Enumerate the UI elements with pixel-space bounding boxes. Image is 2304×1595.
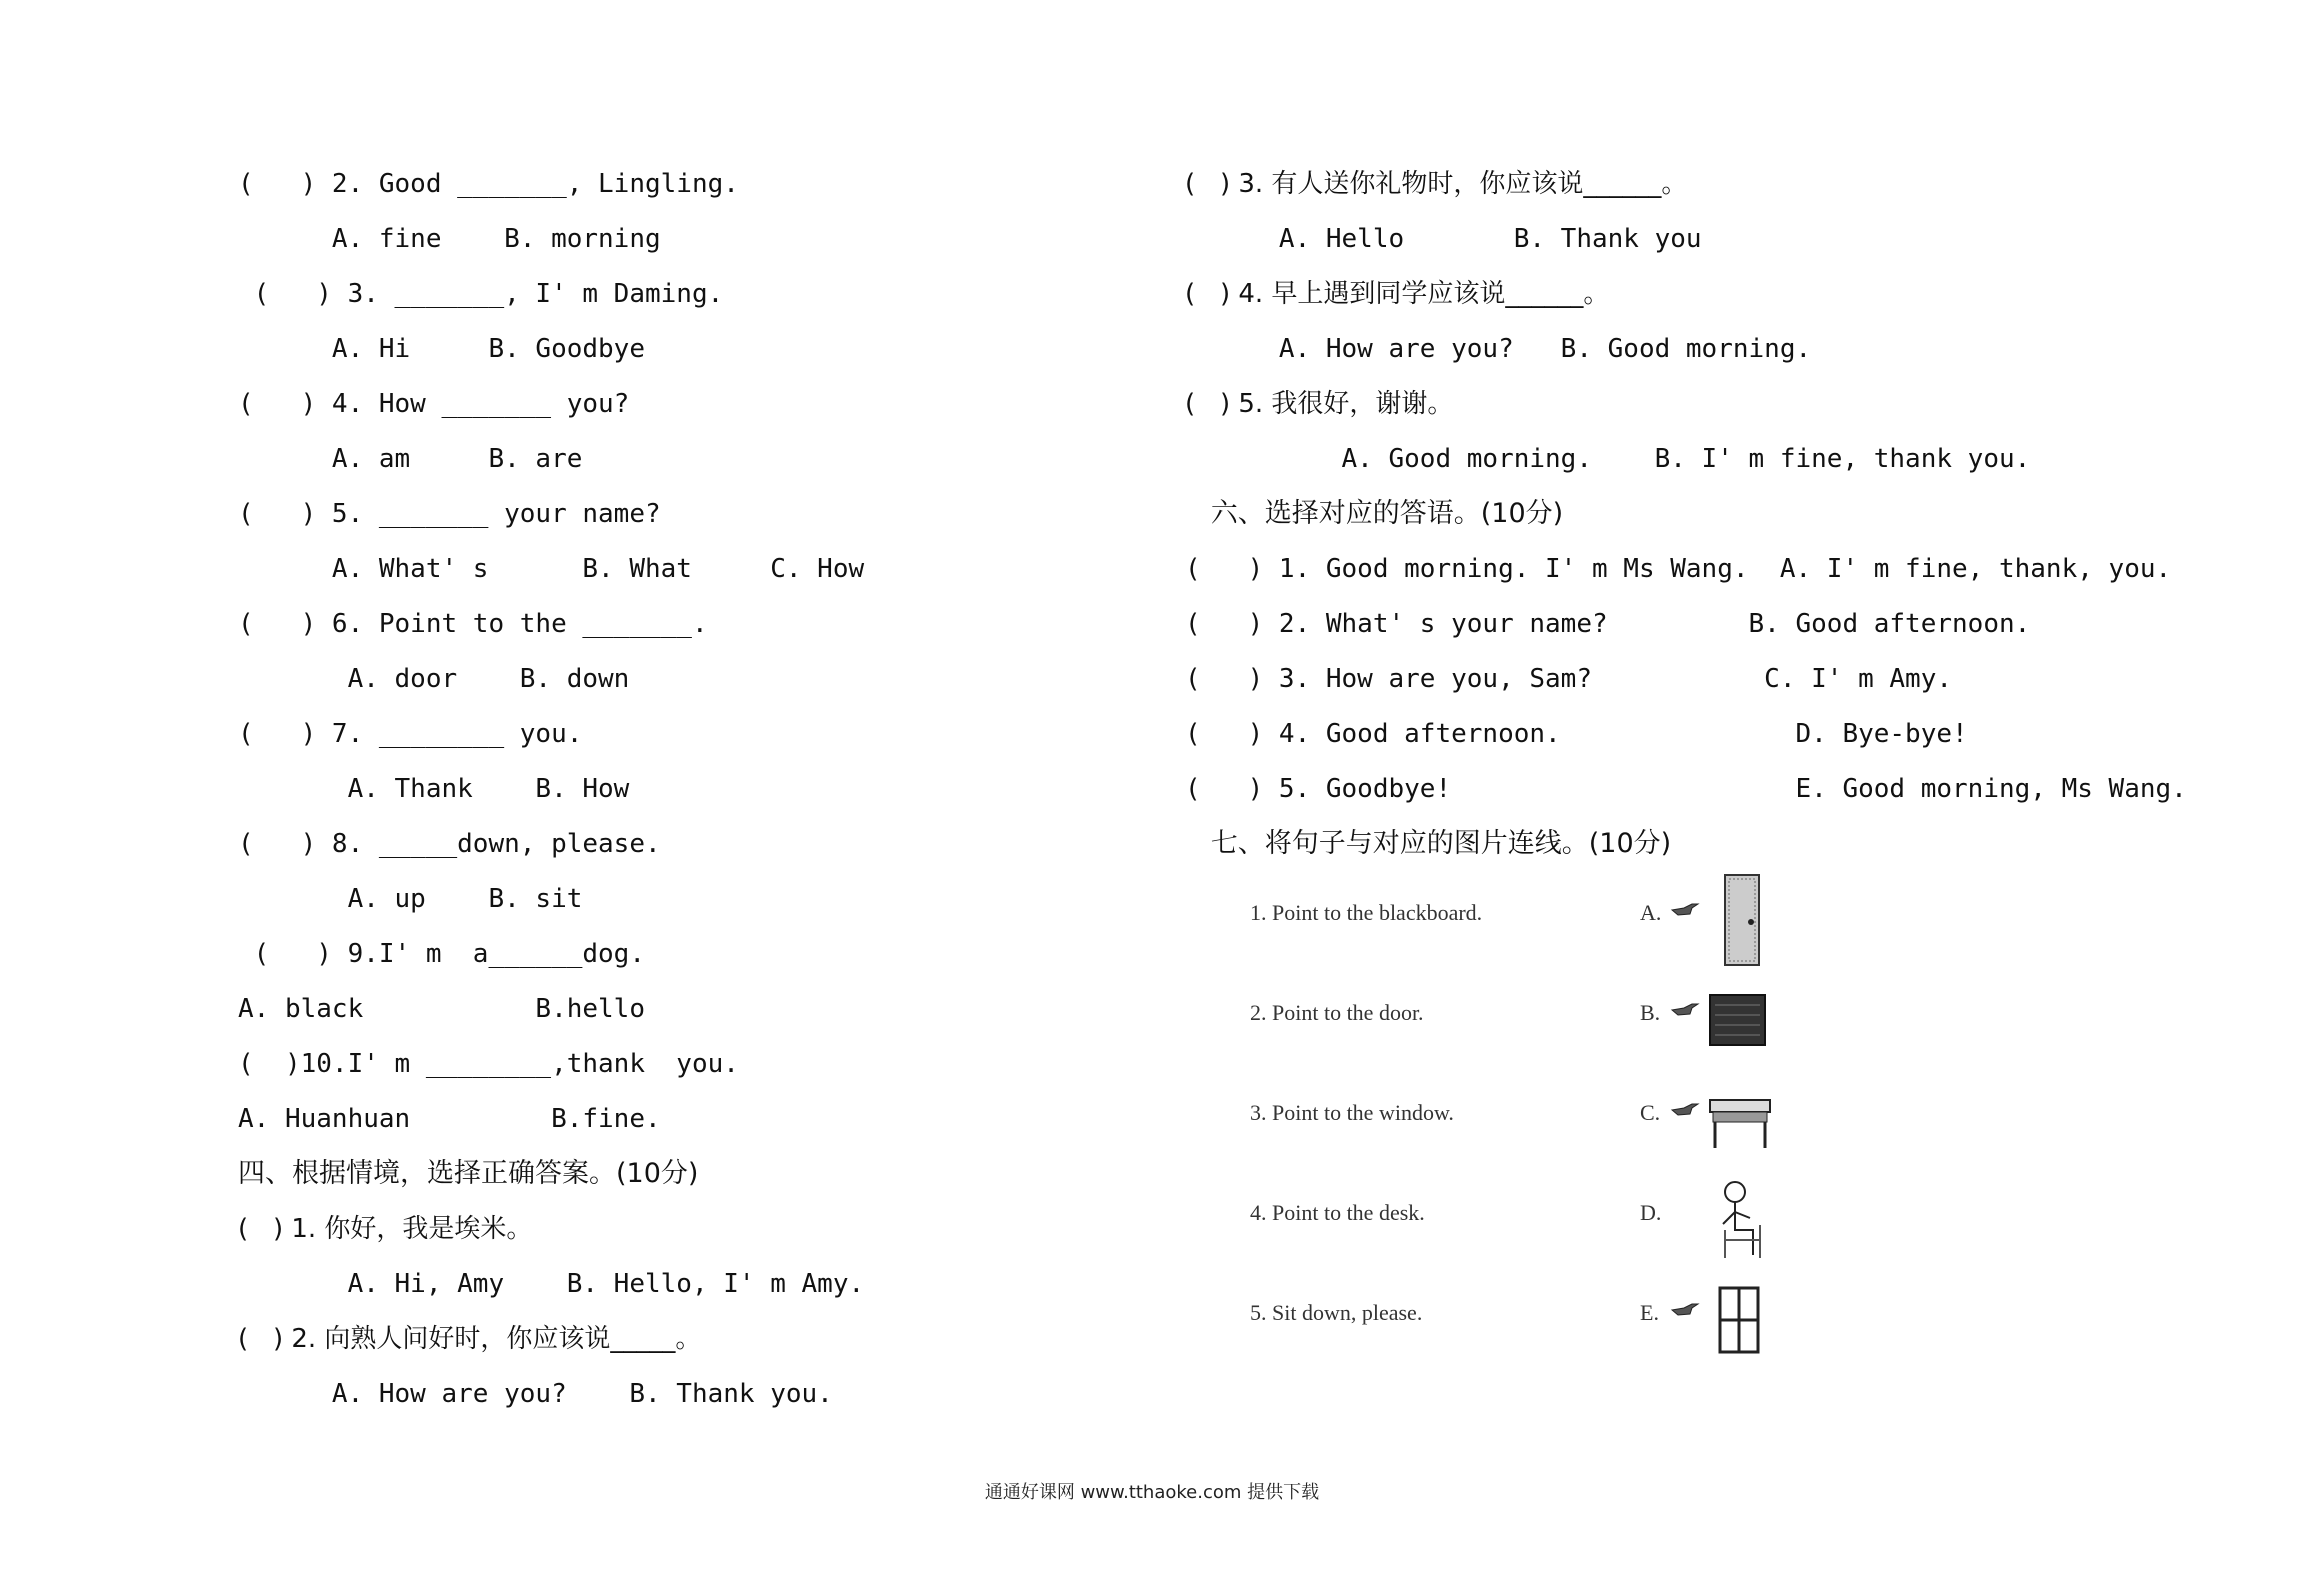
matching-row	[1180, 870, 1880, 970]
pointing-hand-icon	[1670, 898, 1700, 918]
section-title-6: 六、选择对应的答语。(10分)	[1185, 498, 1564, 529]
match-answer-line: ( ) 5. Goodbye! E. Good morning, Ms Wang.	[1185, 774, 2187, 804]
options-line: A. fine B. morning	[238, 224, 661, 254]
options-line: A. door B. down	[238, 664, 630, 694]
options-line: A. am B. are	[238, 444, 583, 474]
question-line: ( ) 4. 早上遇到同学应该说______。	[1185, 279, 1610, 309]
question-line: ( ) 4. How _______ you?	[238, 389, 630, 419]
match-answer-line: ( ) 3. How are you, Sam? C. I' m Amy.	[1185, 664, 1953, 694]
matching-letter: B.	[1640, 1000, 1661, 1025]
matching-sentence: 1. Point to the blackboard.	[1250, 900, 1483, 925]
right-column	[1185, 162, 2187, 877]
pointing-hand-icon	[1670, 1098, 1700, 1118]
options-line: A. Thank B. How	[238, 774, 630, 804]
matching-sentence: 5. Sit down, please.	[1250, 1300, 1423, 1325]
match-answer-line: ( ) 2. What' s your name? B. Good afternoon.	[1185, 609, 2031, 639]
options-line: A. How are you? B. Good morning.	[1185, 334, 1812, 364]
options-line: A. Hi, Amy B. Hello, I' m Amy.	[238, 1269, 865, 1299]
question-line: ( ) 5. _______ your name?	[238, 499, 661, 529]
matching-letter: A.	[1640, 900, 1662, 925]
matching-row	[1180, 1270, 1880, 1370]
options-line: A. Huanhuan B.fine.	[238, 1104, 661, 1134]
options-line: A. black B.hello	[238, 994, 645, 1024]
question-line: ( ) 6. Point to the _______.	[238, 609, 708, 639]
question-line: ( ) 7. ________ you.	[238, 719, 583, 749]
match-answer-line: ( ) 1. Good morning. I' m Ms Wang. A. I' m fine, thank, you.	[1185, 554, 2172, 584]
options-line: A. up B. sit	[238, 884, 583, 914]
question-line: ( ) 3. _______, I' m Daming.	[238, 279, 724, 309]
options-line: A. Hello B. Thank you	[1185, 224, 1702, 254]
picture-matching-exercise	[1180, 870, 1880, 1390]
matching-sentence: 2. Point to the door.	[1250, 1000, 1424, 1025]
matching-row	[1180, 1070, 1880, 1170]
matching-sentence: 3. Point to the window.	[1250, 1100, 1454, 1125]
options-line: A. Hi B. Goodbye	[238, 334, 645, 364]
question-line: ( ) 8. _____down, please.	[238, 829, 661, 859]
section-title-4: 四、根据情境，选择正确答案。(10分)	[238, 1158, 699, 1189]
question-line: ( ) 9.I' m a______dog.	[238, 939, 645, 969]
options-line: A. Good morning. B. I' m fine, thank you.	[1185, 444, 2031, 474]
window-picture	[1705, 1270, 1775, 1370]
question-line: ( ) 2. Good _______, Lingling.	[238, 169, 739, 199]
match-answer-line: ( ) 4. Good afternoon. D. Bye-bye!	[1185, 719, 1968, 749]
matching-sentence: 4. Point to the desk.	[1250, 1200, 1425, 1225]
matching-letter: E.	[1640, 1300, 1659, 1325]
matching-letter: D.	[1640, 1200, 1662, 1225]
blackboard-picture	[1705, 970, 1775, 1070]
matching-row	[1180, 1170, 1880, 1270]
options-line: A. How are you? B. Thank you.	[238, 1379, 833, 1409]
pointing-hand-icon	[1670, 998, 1700, 1018]
footer-text: 通通好课网 www.tthaoke.com 提供下载	[984, 1482, 1320, 1503]
door-picture	[1705, 870, 1775, 970]
matching-row	[1180, 970, 1880, 1070]
section-title-7: 七、将句子与对应的图片连线。(10分)	[1185, 828, 1672, 859]
desk-picture	[1705, 1070, 1775, 1170]
options-line: A. What' s B. What C. How	[238, 554, 865, 584]
question-line: ( ) 1. 你好，我是埃米。	[238, 1214, 533, 1244]
question-line: ( )10.I' m ________,thank you.	[238, 1049, 739, 1079]
question-line: ( ) 2. 向熟人问好时，你应该说_____。	[238, 1324, 702, 1354]
pointing-hand-icon	[1670, 1298, 1700, 1318]
matching-letter: C.	[1640, 1100, 1661, 1125]
child-sitting-picture	[1705, 1170, 1775, 1270]
question-line: ( ) 5. 我很好，谢谢。	[1185, 389, 1454, 419]
question-line: ( ) 3. 有人送你礼物时，你应该说______。	[1185, 169, 1688, 199]
left-column	[238, 162, 1158, 1427]
